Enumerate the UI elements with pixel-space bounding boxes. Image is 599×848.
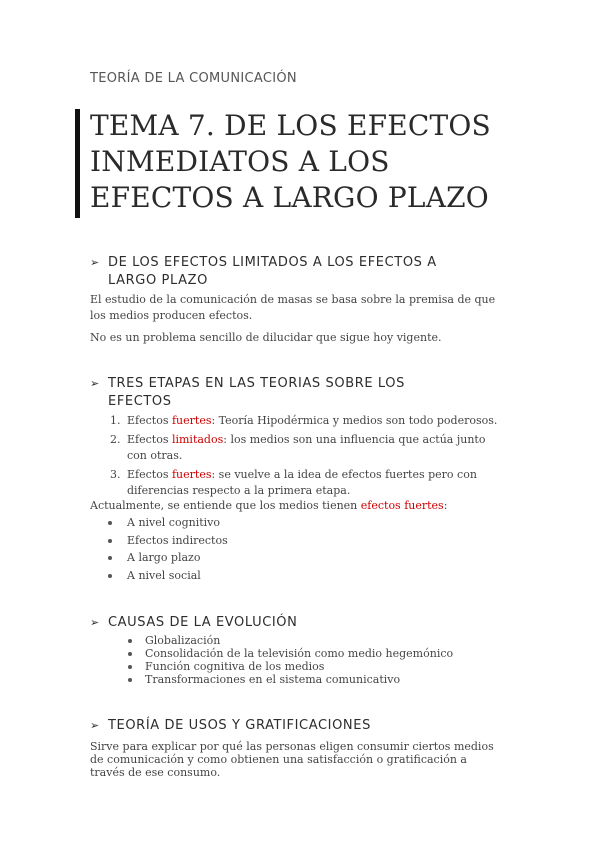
arrowhead-bullet-icon: ➢ [90, 256, 100, 269]
highlighted-term: fuertes [171, 468, 212, 481]
list-item: A largo plazo [90, 549, 228, 567]
item-text: : Teoría Hipodérmica y medios son todo poderosos. [211, 414, 498, 427]
list-item: Efectos indirectos [90, 532, 228, 550]
item-text: Actualmente, se entiende que los medios tienen [90, 499, 361, 512]
list-number: 2. [110, 433, 121, 446]
item-text: Efectos [127, 468, 172, 481]
page-title [90, 108, 560, 216]
list-number: 1. [110, 414, 121, 427]
heading-line: TRES ETAPAS EN LAS TEORIAS SOBRE LOS [108, 376, 405, 391]
heading-line: EFECTOS [108, 394, 172, 409]
list-number: 3. [110, 468, 121, 481]
list-item: A nivel cognitivo [90, 514, 228, 532]
item-text: : se vuelve a la idea de efectos fuertes pero con [211, 468, 477, 481]
item-text: : [443, 499, 448, 512]
list-item: Globalización [90, 634, 453, 647]
paragraph [90, 740, 530, 779]
arrowhead-bullet-icon: ➢ [90, 377, 100, 390]
section-heading-usos-gratificaciones [90, 717, 371, 735]
highlighted-term: efectos fuertes [360, 499, 444, 512]
section-heading-efectos-limitados [90, 254, 437, 290]
list-item: Función cognitiva de los medios [90, 660, 453, 673]
heading-line: CAUSAS DE LA EVOLUCIÓN [108, 615, 298, 630]
list-item [90, 413, 510, 429]
paragraph-line: los medios producen efectos. [90, 309, 253, 322]
heading-line: DE LOS EFECTOS LIMITADOS A LOS EFECTOS A [108, 255, 437, 270]
item-text: Efectos [127, 414, 172, 427]
heading-line: LARGO PLAZO [108, 273, 208, 288]
causes-bullet-list [90, 634, 453, 686]
item-text: diferencias respecto a la primera etapa. [127, 484, 351, 497]
item-text: Efectos [127, 433, 172, 446]
title-line: INMEDIATOS A LOS [90, 145, 390, 178]
list-item: Consolidación de la televisión como medio hegemónico [90, 647, 453, 660]
title-accent-bar [75, 109, 80, 218]
highlighted-term: limitados [171, 433, 224, 446]
stages-list [90, 413, 510, 502]
list-item: Transformaciones en el sistema comunicativo [90, 673, 453, 686]
arrowhead-bullet-icon: ➢ [90, 719, 100, 732]
arrowhead-bullet-icon: ➢ [90, 616, 100, 629]
highlighted-term: fuertes [171, 414, 212, 427]
title-line: TEMA 7. DE LOS EFECTOS [90, 109, 491, 142]
section-heading-causas [90, 614, 297, 632]
item-text: : los medios son una influencia que actúa junto [223, 433, 486, 446]
title-line: EFECTOS A LARGO PLAZO [90, 181, 489, 214]
effects-bullet-list [90, 514, 228, 584]
list-item: A nivel social [90, 567, 228, 585]
paragraph-line: de comunicación y como obtienen una satisfacción o gratificación a [90, 753, 467, 766]
subject-header: TEORÍA DE LA COMUNICACIÓN [90, 71, 297, 86]
item-text: con otras. [127, 449, 183, 462]
section-heading-tres-etapas [90, 375, 405, 411]
list-item [90, 432, 510, 464]
paragraph [90, 498, 530, 514]
paragraph: No es un problema sencillo de dilucidar que sigue hoy vigente. [90, 331, 442, 344]
list-item [90, 467, 510, 499]
paragraph [90, 292, 530, 324]
paragraph-line: través de ese consumo. [90, 766, 221, 779]
heading-line: TEORÍA DE USOS Y GRATIFICACIONES [108, 718, 371, 733]
paragraph-line: El estudio de la comunicación de masas se basa sobre la premisa de que [90, 293, 496, 306]
paragraph-line: Sirve para explicar por qué las personas eligen consumir ciertos medios [90, 740, 494, 753]
